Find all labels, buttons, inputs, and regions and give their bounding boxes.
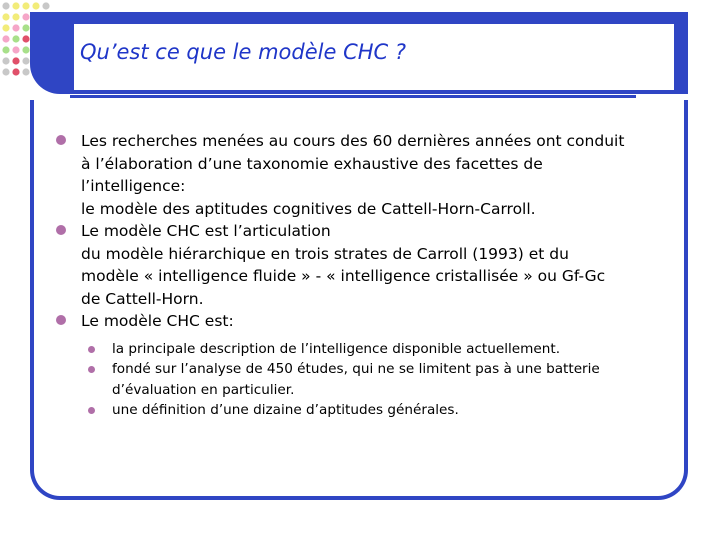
slide-title: Qu’est ce que le modèle CHC ? xyxy=(80,40,407,64)
decorative-dot xyxy=(2,2,9,9)
sub-bullet-item xyxy=(86,359,676,400)
decorative-dot xyxy=(2,13,9,20)
bullet-text: Le modèle CHC est l’articulation du modèle hiérarchique en trois strates de Carroll (1993) et du modèle « intelligence fluide » - « intelligence cristallisée » ou Gf-Gc de Cattell-Horn. xyxy=(81,222,606,308)
decorative-dot xyxy=(12,46,19,53)
decorative-dot xyxy=(2,24,9,31)
decorative-dot xyxy=(22,13,29,20)
bullet-item xyxy=(56,310,676,333)
bullet-text: Le modèle CHC est: xyxy=(81,312,234,330)
sub-bullet-list xyxy=(86,339,676,421)
bullet-item xyxy=(56,220,676,310)
decorative-dot xyxy=(12,13,19,20)
sub-bullet-item xyxy=(86,400,676,421)
sub-bullet-icon xyxy=(88,366,95,373)
decorative-dot xyxy=(12,2,19,9)
decorative-dot xyxy=(12,35,19,42)
decorative-dot xyxy=(2,68,9,75)
sub-bullet-item xyxy=(86,339,676,360)
bullet-item xyxy=(56,130,676,220)
decorative-dot xyxy=(2,57,9,64)
sub-bullet-text: fondé sur l’analyse de 450 études, qui ne se limitent pas à une batterie d’évaluation en particulier. xyxy=(112,361,600,398)
bullet-icon xyxy=(56,135,66,145)
decorative-dot xyxy=(12,24,19,31)
sub-bullet-text: une définition d’une dizaine d’aptitudes générales. xyxy=(112,402,459,418)
decorative-dot xyxy=(22,68,29,75)
decorative-dot xyxy=(22,35,29,42)
decorative-dot xyxy=(2,35,9,42)
bullet-icon xyxy=(56,225,66,235)
bullet-icon xyxy=(56,315,66,325)
bullet-text: Les recherches menées au cours des 60 dernières années ont conduit à l’élaboration d’une taxonomie exhaustive des facettes de l’intelligence: le modèle des aptitudes cognitives de Cattell-Horn-Carroll. xyxy=(81,132,625,218)
decorative-dot xyxy=(22,2,29,9)
decorative-dot xyxy=(12,57,19,64)
sub-bullet-icon xyxy=(88,407,95,414)
decorative-dot xyxy=(22,24,29,31)
decorative-dot xyxy=(32,2,39,9)
slide-content xyxy=(56,130,676,421)
decorative-dot xyxy=(22,46,29,53)
title-underline xyxy=(70,95,636,98)
sub-bullet-text: la principale description de l’intelligence disponible actuellement. xyxy=(112,340,561,357)
decorative-dot xyxy=(2,46,9,53)
sub-bullet-icon xyxy=(88,346,95,353)
decorative-dot xyxy=(22,57,29,64)
decorative-dot xyxy=(42,2,49,9)
decorative-dot xyxy=(12,68,19,75)
